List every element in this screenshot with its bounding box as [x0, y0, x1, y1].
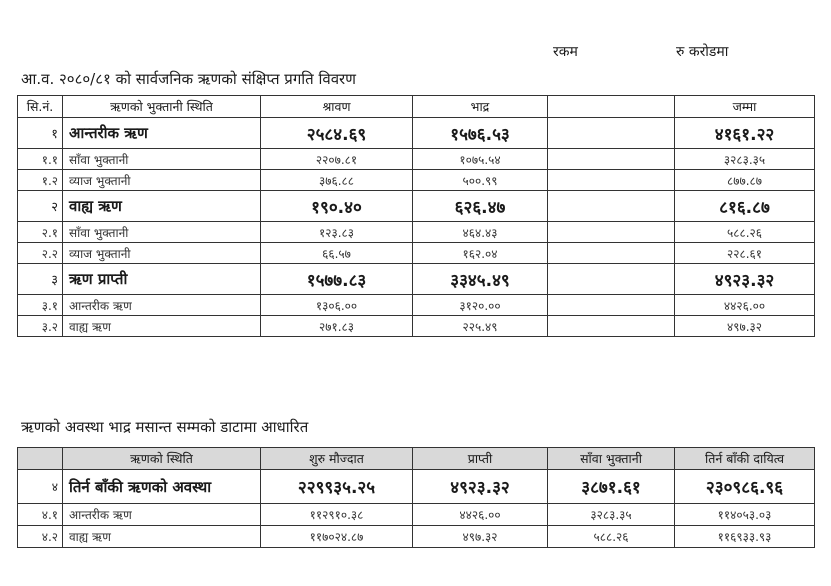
table-row — [18, 222, 815, 243]
total-value: २२८.६१ — [675, 243, 815, 264]
blank-value — [548, 264, 675, 295]
row-label: आन्तरीक ऋण — [63, 118, 261, 149]
liability-value: ११४०५३.०३ — [675, 504, 815, 526]
col-header-liability: तिर्न बाँकी दायित्व — [675, 448, 815, 470]
blank-value — [548, 149, 675, 170]
row-serial: ४.१ — [18, 504, 63, 526]
shrawan-value: ६६.५७ — [261, 243, 413, 264]
blank-value — [548, 170, 675, 191]
row-serial: ३ — [18, 264, 63, 295]
bhadra-value: ४६४.४३ — [413, 222, 548, 243]
shrawan-value: १३०६.०० — [261, 295, 413, 316]
shrawan-value: १२३.८३ — [261, 222, 413, 243]
table-row — [18, 243, 815, 264]
row-label: व्याज भुक्तानी — [63, 243, 261, 264]
row-serial: १.१ — [18, 149, 63, 170]
opening-value: ११२९१०.३८ — [261, 504, 413, 526]
table-row — [18, 264, 815, 295]
row-label: साँवा भुक्तानी — [63, 222, 261, 243]
bhadra-value: १६२.०४ — [413, 243, 548, 264]
bhadra-value: ५००.९९ — [413, 170, 548, 191]
debt-progress-table — [17, 95, 815, 337]
blank-value — [548, 118, 675, 149]
debt-status-table — [17, 447, 815, 548]
shrawan-value: २२०७.८१ — [261, 149, 413, 170]
table-row — [18, 526, 815, 548]
shrawan-value: १९०.४० — [261, 191, 413, 222]
table2-title: ऋणको अवस्था भाद्र मसान्त सम्मको डाटामा आधारित — [21, 418, 309, 436]
row-label: वाह्य ऋण — [63, 526, 261, 548]
col-header-sn — [18, 448, 63, 470]
bhadra-value: २२५.४९ — [413, 316, 548, 337]
row-serial: ३.२ — [18, 316, 63, 337]
shrawan-value: २५८४.६९ — [261, 118, 413, 149]
col-header-blank — [548, 96, 675, 118]
liability-value: २३०९८६.९६ — [675, 470, 815, 504]
total-value: ३२८३.३५ — [675, 149, 815, 170]
row-label: आन्तरीक ऋण — [63, 504, 261, 526]
receipt-value: ४९२३.३२ — [413, 470, 548, 504]
table-row — [18, 170, 815, 191]
row-label: व्याज भुक्तानी — [63, 170, 261, 191]
shrawan-value: ३७६.८८ — [261, 170, 413, 191]
blank-value — [548, 295, 675, 316]
table1-title: आ.व. २०८०/८१ को सार्वजनिक ऋणको संक्षिप्त प्रगति विवरण — [21, 70, 357, 88]
row-serial: २ — [18, 191, 63, 222]
blank-value — [548, 191, 675, 222]
row-label: वाह्य ऋण — [63, 191, 261, 222]
col-header-bhadra: भाद्र — [413, 96, 548, 118]
col-header-name: ऋणको भुक्तानी स्थिति — [63, 96, 261, 118]
row-serial: ४.२ — [18, 526, 63, 548]
table-header-row — [18, 96, 815, 118]
row-label: साँवा भुक्तानी — [63, 149, 261, 170]
row-serial: ३.१ — [18, 295, 63, 316]
col-header-sn: सि.नं. — [18, 96, 63, 118]
row-serial: २.२ — [18, 243, 63, 264]
total-value: ५८८.२६ — [675, 222, 815, 243]
opening-value: ११७०२४.८७ — [261, 526, 413, 548]
bhadra-value: ३१२०.०० — [413, 295, 548, 316]
table-row — [18, 295, 815, 316]
opening-value: २२९९३५.२५ — [261, 470, 413, 504]
unit-value: रु करोडमा — [676, 44, 729, 60]
shrawan-value: १५७७.८३ — [261, 264, 413, 295]
col-header-opening: शुरु मौज्दात — [261, 448, 413, 470]
row-label: आन्तरीक ऋण — [63, 295, 261, 316]
repayment-value: ५८८.२६ — [548, 526, 675, 548]
col-header-shrawan: श्रावण — [261, 96, 413, 118]
table-row — [18, 504, 815, 526]
blank-value — [548, 243, 675, 264]
repayment-value: ३२८३.३५ — [548, 504, 675, 526]
row-serial: १ — [18, 118, 63, 149]
row-label: ऋण प्राप्ती — [63, 264, 261, 295]
row-serial: ४ — [18, 470, 63, 504]
total-value: ४९२३.३२ — [675, 264, 815, 295]
table-row — [18, 470, 815, 504]
shrawan-value: २७१.८३ — [261, 316, 413, 337]
bhadra-value: १०७५.५४ — [413, 149, 548, 170]
repayment-value: ३८७१.६१ — [548, 470, 675, 504]
blank-value — [548, 222, 675, 243]
receipt-value: ४९७.३२ — [413, 526, 548, 548]
table-row — [18, 149, 815, 170]
col-header-status: ऋणको स्थिति — [63, 448, 261, 470]
table-row — [18, 118, 815, 149]
total-value: ४१६१.२२ — [675, 118, 815, 149]
bhadra-value: ३३४५.४९ — [413, 264, 548, 295]
unit-label: रकम — [553, 44, 578, 60]
blank-value — [548, 316, 675, 337]
total-value: ८७७.८७ — [675, 170, 815, 191]
table-header-row — [18, 448, 815, 470]
liability-value: ११६९३३.९३ — [675, 526, 815, 548]
row-serial: २.१ — [18, 222, 63, 243]
col-header-receipt: प्राप्ती — [413, 448, 548, 470]
total-value: ८१६.८७ — [675, 191, 815, 222]
total-value: ४४२६.०० — [675, 295, 815, 316]
table-row — [18, 191, 815, 222]
bhadra-value: ६२६.४७ — [413, 191, 548, 222]
bhadra-value: १५७६.५३ — [413, 118, 548, 149]
row-serial: १.२ — [18, 170, 63, 191]
row-label: वाह्य ऋण — [63, 316, 261, 337]
receipt-value: ४४२६.०० — [413, 504, 548, 526]
table-row — [18, 316, 815, 337]
row-label: तिर्न बाँकी ऋणको अवस्था — [63, 470, 261, 504]
col-header-total: जम्मा — [675, 96, 815, 118]
total-value: ४९७.३२ — [675, 316, 815, 337]
col-header-repayment: साँवा भुक्तानी — [548, 448, 675, 470]
